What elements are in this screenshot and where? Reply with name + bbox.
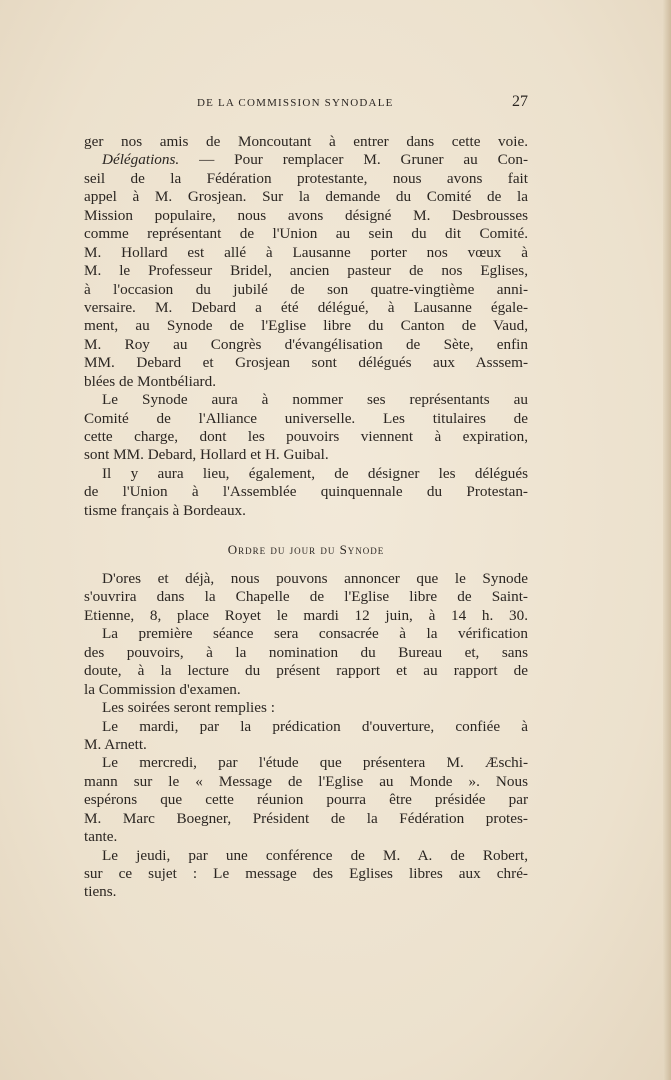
text-line: Le Synode aura à nommer ses représentants au: [102, 391, 528, 409]
text-line: Les soirées seront remplies :: [102, 699, 275, 717]
text-line: Le jeudi, par une conférence de M. A. de Robert,: [102, 846, 528, 864]
text-line: Le mercredi, par l'étude que présentera M. Æschi-: [102, 754, 528, 772]
text-line: La première séance sera consacrée à la vérification: [102, 625, 528, 643]
text-line: M. Roy au Congrès d'évangélisation de Sète, enfin: [84, 335, 528, 353]
text-line: M. le Professeur Bridel, ancien pasteur de nos Eglises,: [84, 262, 528, 280]
section-heading: [84, 542, 528, 558]
text-line: M. Hollard est allé à Lausanne porter nos vœux à: [84, 243, 528, 261]
page-edge: [663, 0, 671, 1080]
text-line: appel à M. Grosjean. Sur la demande du Comité de la: [84, 188, 528, 206]
text-line: espérons que cette réunion pourra être présidée par: [84, 791, 528, 809]
text-line: de l'Union à l'Assemblée quinquennale du Protestan-: [84, 483, 528, 501]
text-line: des pouvoirs, à la nomination du Bureau et, sans: [84, 643, 528, 661]
section-heading-text: Ordre du jour du Synode: [227, 542, 385, 557]
text-line: s'ouvrira dans la Chapelle de l'Eglise libre de Saint-: [84, 588, 528, 606]
running-header: [84, 95, 528, 113]
text-line: blées de Montbéliard.: [84, 372, 217, 390]
text-line: versaire. M. Debard a été délégué, à Lausanne égale-: [84, 298, 528, 316]
text-line: ger nos amis de Moncoutant à entrer dans cette voie.: [84, 133, 528, 150]
text-line: la Commission d'examen.: [84, 680, 241, 698]
text-line: Etienne, 8, place Royet le mardi 12 juin, à 14 h. 30.: [84, 606, 528, 624]
text-line: Comité de l'Alliance universelle. Les titulaires de: [84, 409, 528, 427]
text-line: M. Marc Boegner, Président de la Fédération protes-: [84, 809, 528, 827]
text-line: D'ores et déjà, nous pouvons annoncer que le Synode: [102, 570, 528, 587]
delegations-rest: — Pour remplacer M. Gruner au Con-: [179, 151, 528, 169]
text-line: sont MM. Debard, Hollard et H. Guibal.: [84, 446, 329, 464]
header-title: DE LA COMMISSION SYNODALE: [197, 97, 394, 109]
text-line: mann sur le « Message de l'Eglise au Monde ». Nous: [84, 772, 528, 790]
text-line: seil de la Fédération protestante, nous avons fait: [84, 169, 528, 187]
text-line-delegations: [84, 151, 528, 169]
text-line: tisme français à Bordeaux.: [84, 501, 246, 519]
delegations-label: Délégations.: [102, 151, 180, 169]
text-line: M. Arnett.: [84, 735, 147, 753]
body-text-section-1: [84, 133, 528, 520]
text-line: tiens.: [84, 883, 117, 901]
text-line: Mission populaire, nous avons désigné M. Desbrousses: [84, 206, 528, 224]
page-number: 27: [512, 93, 528, 110]
text-line: Le mardi, par la prédication d'ouverture, confiée à: [102, 717, 528, 735]
body-text-section-2: [84, 570, 528, 902]
text-line: ment, au Synode de l'Eglise libre du Canton de Vaud,: [84, 317, 528, 335]
text-line: sur ce sujet : Le message des Eglises libres aux chré-: [84, 865, 528, 882]
text-line: Il y aura lieu, également, de désigner les délégués: [102, 464, 528, 482]
text-line: comme représentant de l'Union au sein du dit Comité.: [84, 225, 528, 243]
text-line: MM. Debard et Grosjean sont délégués aux Asssem-: [84, 354, 528, 372]
text-line: cette charge, dont les pouvoirs viennent à expiration,: [84, 428, 528, 445]
text-line: à l'occasion du jubilé de son quatre-vingtième anni-: [84, 280, 528, 298]
text-line: doute, à la lecture du présent rapport et au rapport de: [84, 662, 528, 680]
text-line: tante.: [84, 828, 118, 846]
